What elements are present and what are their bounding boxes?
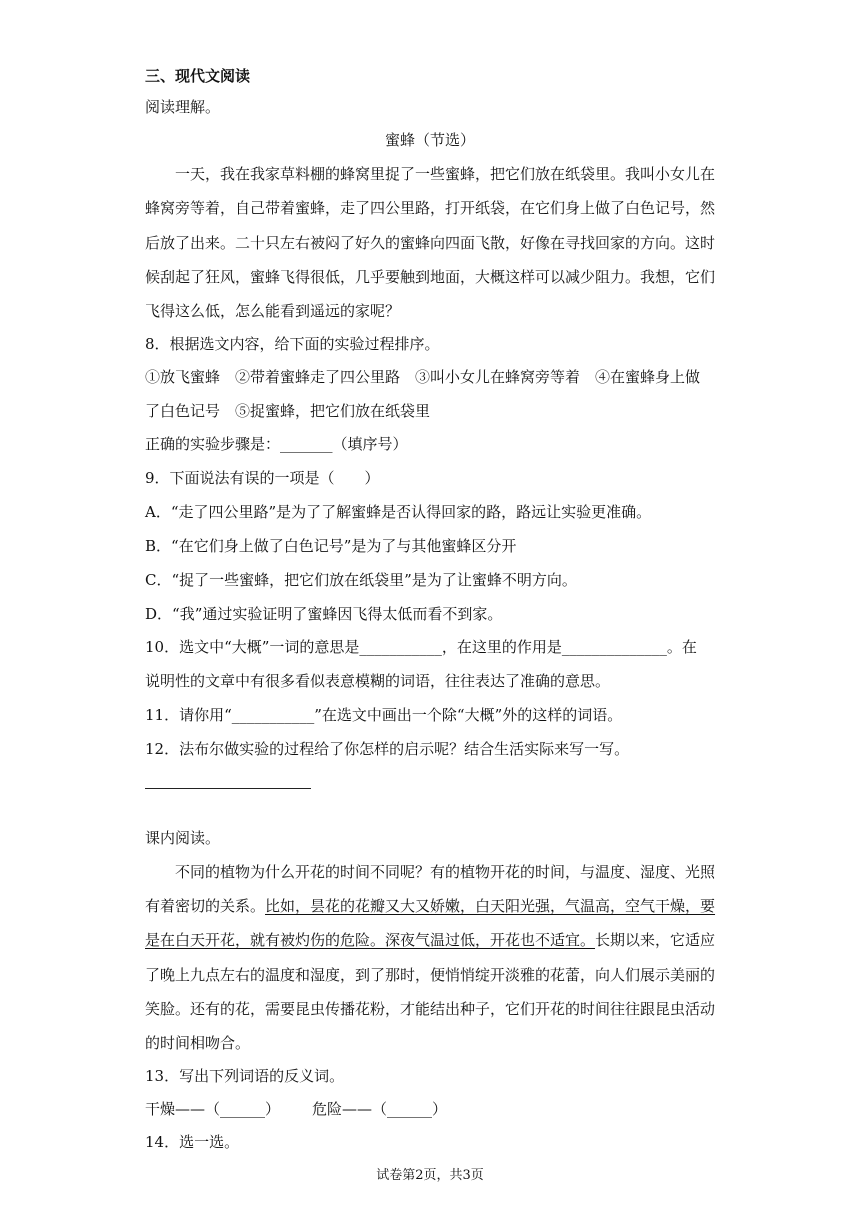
instruction: 阅读理解。 bbox=[145, 98, 221, 116]
question-10: 10．选文中“大概”一词的意思是___________，在这里的作用是______________。在 bbox=[145, 638, 697, 656]
part2-text: 有着密切的关系。 bbox=[145, 897, 266, 915]
part2-line bbox=[145, 930, 715, 950]
question-9-option-a: A．“走了四公里路”是为了了解蜜蜂是否认得回家的路，路远让实验更准确。 bbox=[145, 503, 652, 521]
page-footer: 试卷第2页，共3页 bbox=[376, 1168, 484, 1183]
passage-line: 后放了出来。二十只左右被闷了好久的蜜蜂向四面飞散，好像在寻找回家的方向。这时 bbox=[145, 234, 716, 252]
question-13-item-b: 危险——（______） bbox=[312, 1100, 448, 1118]
question-9-option-d: D．“我”通过实验证明了蜜蜂因飞得太低而看不到家。 bbox=[145, 605, 503, 623]
passage-line: 蜂窝旁等着，自己带着蜜蜂，走了四公里路，打开纸袋，在它们身上做了白色记号，然 bbox=[145, 199, 716, 217]
question-9-option-b: B．“在它们身上做了白色记号”是为了与其他蜜蜂区分开 bbox=[145, 537, 517, 555]
part2-line: 了晚上九点左右的温度和湿度，到了那时，便悄悄绽开淡雅的花蕾，向人们展示美丽的 bbox=[145, 966, 716, 984]
part2-line: 笑脸。还有的花，需要昆虫传播花粉，才能结出种子，它们开花的时间往往跟昆虫活动 bbox=[145, 1000, 716, 1018]
passage-line: 一天，我在我家草料棚的蜂窝里捉了一些蜜蜂，把它们放在纸袋里。我叫小女儿在 bbox=[175, 165, 716, 183]
section-title: 三、现代文阅读 bbox=[145, 67, 251, 85]
passage-title: 蜜蜂（节选） bbox=[384, 131, 475, 149]
answer-line bbox=[145, 788, 311, 789]
question-10-cont: 说明性的文章中有很多看似表意模糊的词语，往往表达了准确的意思。 bbox=[145, 672, 611, 690]
underlined-text: 是在白天开花，就有被灼伤的危险。深夜气温过低，开花也不适宜。 bbox=[145, 931, 596, 949]
question-13: 13．写出下列词语的反义词。 bbox=[145, 1067, 345, 1085]
part2-text: 长期以来，它适应 bbox=[595, 931, 716, 949]
question-14: 14．选一选。 bbox=[145, 1133, 240, 1151]
part2-line: 的时间相吻合。 bbox=[145, 1034, 251, 1052]
question-8-options: 了白色记号 ⑤捉蜜蜂，把它们放在纸袋里 bbox=[145, 402, 431, 420]
question-8-options: ①放飞蜜蜂 ②带着蜜蜂走了四公里路 ③叫小女儿在蜂窝旁等着 ④在蜜蜂身上做 bbox=[145, 368, 701, 386]
underlined-text: 比如，昙花的花瓣又大又娇嫩，白天阳光强，气温高，空气干燥，要 bbox=[265, 897, 716, 915]
question-8-answer: 正确的实验步骤是：_______（填序号） bbox=[145, 435, 408, 453]
question-12: 12．法布尔做实验的过程给了你怎样的启示呢？结合生活实际来写一写。 bbox=[145, 740, 630, 758]
question-9: 9．下面说法有误的一项是（ ） bbox=[145, 469, 380, 487]
part2-line: 不同的植物为什么开花的时间不同呢？有的植物开花的时间，与温度、湿度、光照 bbox=[175, 863, 716, 881]
question-13-item-a: 干燥——（______） bbox=[145, 1100, 281, 1118]
passage-line: 飞得这么低，怎么能看到遥远的家呢？ bbox=[145, 302, 401, 320]
part2-line bbox=[145, 896, 715, 916]
question-11: 11．请你用“___________”在选文中画出一个除“大概”外的这样的词语。 bbox=[145, 706, 623, 724]
question-8: 8．根据选文内容，给下面的实验过程排序。 bbox=[145, 335, 440, 353]
question-9-option-c: C．“捉了一些蜜蜂，把它们放在纸袋里”是为了让蜜蜂不明方向。 bbox=[145, 571, 577, 589]
passage-line: 候刮起了狂风，蜜蜂飞得很低，几乎要触到地面，大概这样可以减少阻力。我想，它们 bbox=[145, 268, 716, 286]
part2-instruction: 课内阅读。 bbox=[145, 829, 221, 847]
